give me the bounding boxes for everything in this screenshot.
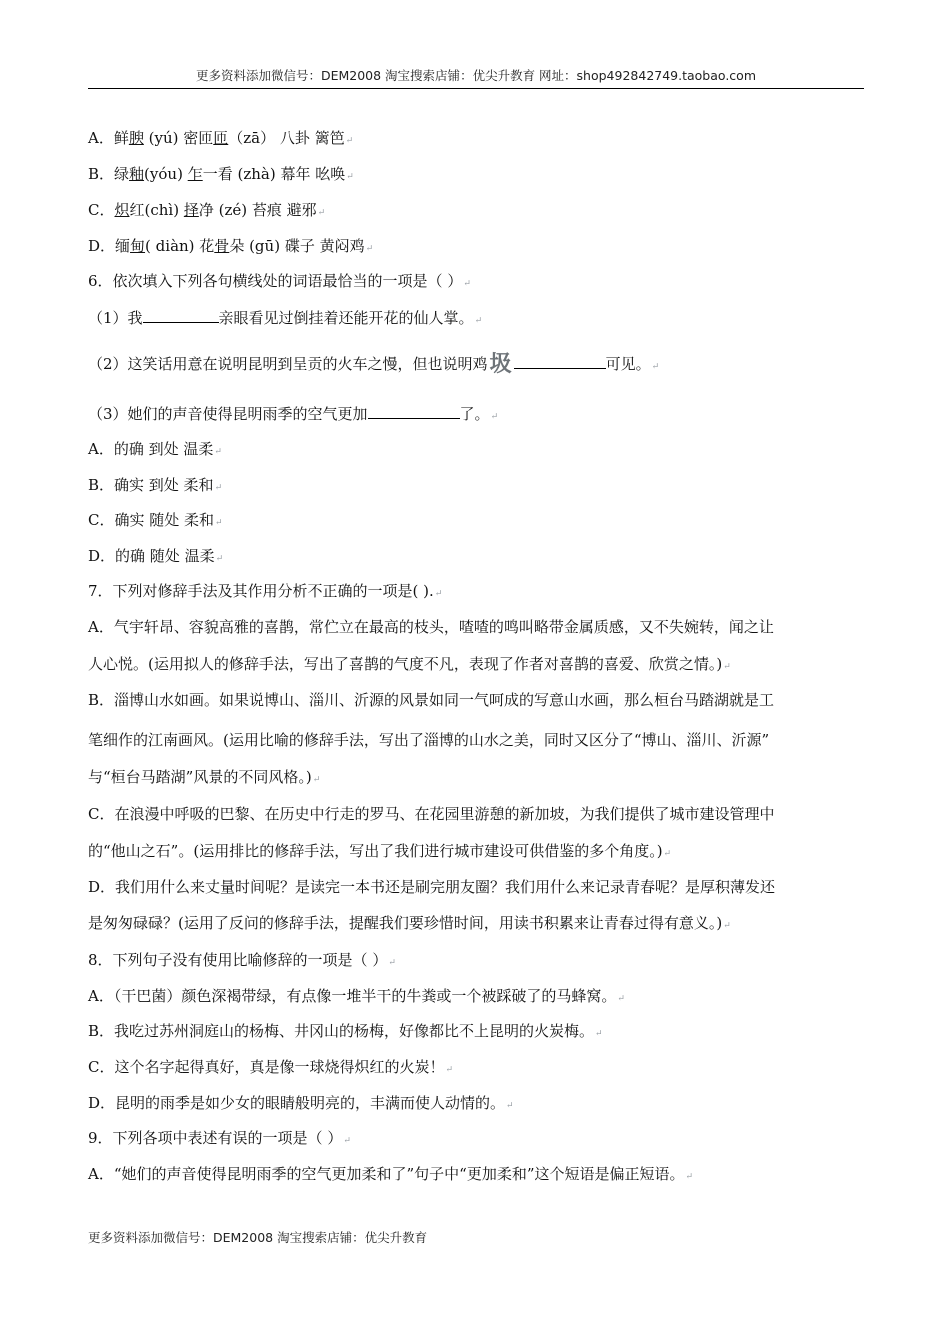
q7-line: D．我们用什么来丈量时间呢？是读完一本书还是刷完朋友圈？我们用什么来记录青春呢？是厚积薄发还 [88, 878, 776, 896]
watermark-glyph: 圾 [489, 352, 512, 377]
q6-option-a: A．的确 到处 温柔↵ [88, 440, 222, 458]
q5-option-d: D．缅甸( diàn) 花骨朵 (gū) 碟子 黄闷鸡↵ [88, 237, 374, 255]
q8-stem: 8．下列句子没有使用比喻修辞的一项是（ ）↵ [88, 951, 396, 969]
q7-line: 笔细作的江南画风。(运用比喻的修辞手法，写出了淄博的山水之美，同时又区分了“博山、淄川、沂源” [88, 731, 770, 749]
q7-line: 与“桓台马踏湖”风景的不同风格。)↵ [88, 768, 321, 786]
q6-option-d: D．的确 随处 温柔↵ [88, 547, 224, 565]
q6-sentence-3: （3）她们的声音使得昆明雨季的空气更加 了。↵ [88, 405, 499, 423]
q8-option-c: C．这个名字起得真好，真是像一球烧得炽红的火炭！↵ [88, 1058, 454, 1076]
q7-line: 是匆匆碌碌？(运用了反问的修辞手法，提醒我们要珍惜时间，用读书积累来让青春过得有意义。)↵ [88, 914, 731, 932]
q6-option-b: B．确实 到处 柔和↵ [88, 476, 223, 494]
q9-stem: 9．下列各项中表述有误的一项是（ ）↵ [88, 1129, 351, 1147]
q6-stem: 6．依次填入下列各句横线处的词语最恰当的一项是（ ）↵ [88, 272, 471, 290]
q8-option-d: D．昆明的雨季是如少女的眼睛般明亮的，丰满而使人动情的。↵ [88, 1094, 514, 1112]
q8-option-b: B．我吃过苏州洞庭山的杨梅、井冈山的杨梅，好像都比不上昆明的火炭梅。↵ [88, 1022, 603, 1040]
q7-line: C．在浪漫中呼吸的巴黎、在历史中行走的罗马、在花园里游憩的新加坡，为我们提供了城市建设管理中 [88, 805, 775, 823]
q5-option-a: A．鲜腴 (yú) 密匝匝（zā） 八卦 篱笆↵ [88, 129, 354, 147]
q6-option-c: C．确实 随处 柔和↵ [88, 511, 223, 529]
q5-option-b: B．绿釉(yóu) 乍一看 (zhà) 幕年 吆唤↵ [88, 165, 354, 183]
page-footer: 更多资料添加微信号：DEM2008 淘宝搜索店铺：优尖升教育 [88, 1230, 428, 1245]
q7-line: 人心悦。(运用拟人的修辞手法，写出了喜鹊的气度不凡，表现了作者对喜鹊的喜爱、欣赏之情。)↵ [88, 655, 731, 673]
q5-option-c: C．炽红(chì) 择净 (zé) 苔痕 避邪↵ [88, 201, 326, 219]
q8-option-a: A．（干巴菌）颜色深褐带绿，有点像一堆半干的牛粪或一个被踩破了的马蜂窝。↵ [88, 987, 625, 1005]
q7-line: A．气宇轩昂、容貌高雅的喜鹊，常伫立在最高的枝头，喳喳的鸣叫略带金属质感，又不失婉转，闻之让 [88, 618, 774, 636]
q9-option-a: A．“她们的声音使得昆明雨季的空气更加柔和了”句子中“更加柔和”这个短语是偏正短语。↵ [88, 1165, 694, 1183]
q7-line: B．淄博山水如画。如果说博山、淄川、沂源的风景如同一气呵成的写意山水画，那么桓台马踏湖就是工 [88, 691, 775, 709]
page-header: 更多资料添加微信号：DEM2008 淘宝搜索店铺：优尖升教育 网址：shop492842749.taobao.com [88, 66, 864, 89]
q7-stem: 7．下列对修辞手法及其作用分析不正确的一项是( ).↵ [88, 582, 443, 600]
q6-sentence-1: （1）我 亲眼看见过倒挂着还能开花的仙人掌。↵ [88, 309, 483, 327]
q7-line: 的“他山之石”。(运用排比的修辞手法，写出了我们进行城市建设可供借鉴的多个角度。)↵ [88, 842, 672, 860]
q6-sentence-2: （2）这笑话用意在说明昆明到呈贡的火车之慢，但也说明鸡圾 可见。↵ [88, 352, 660, 377]
